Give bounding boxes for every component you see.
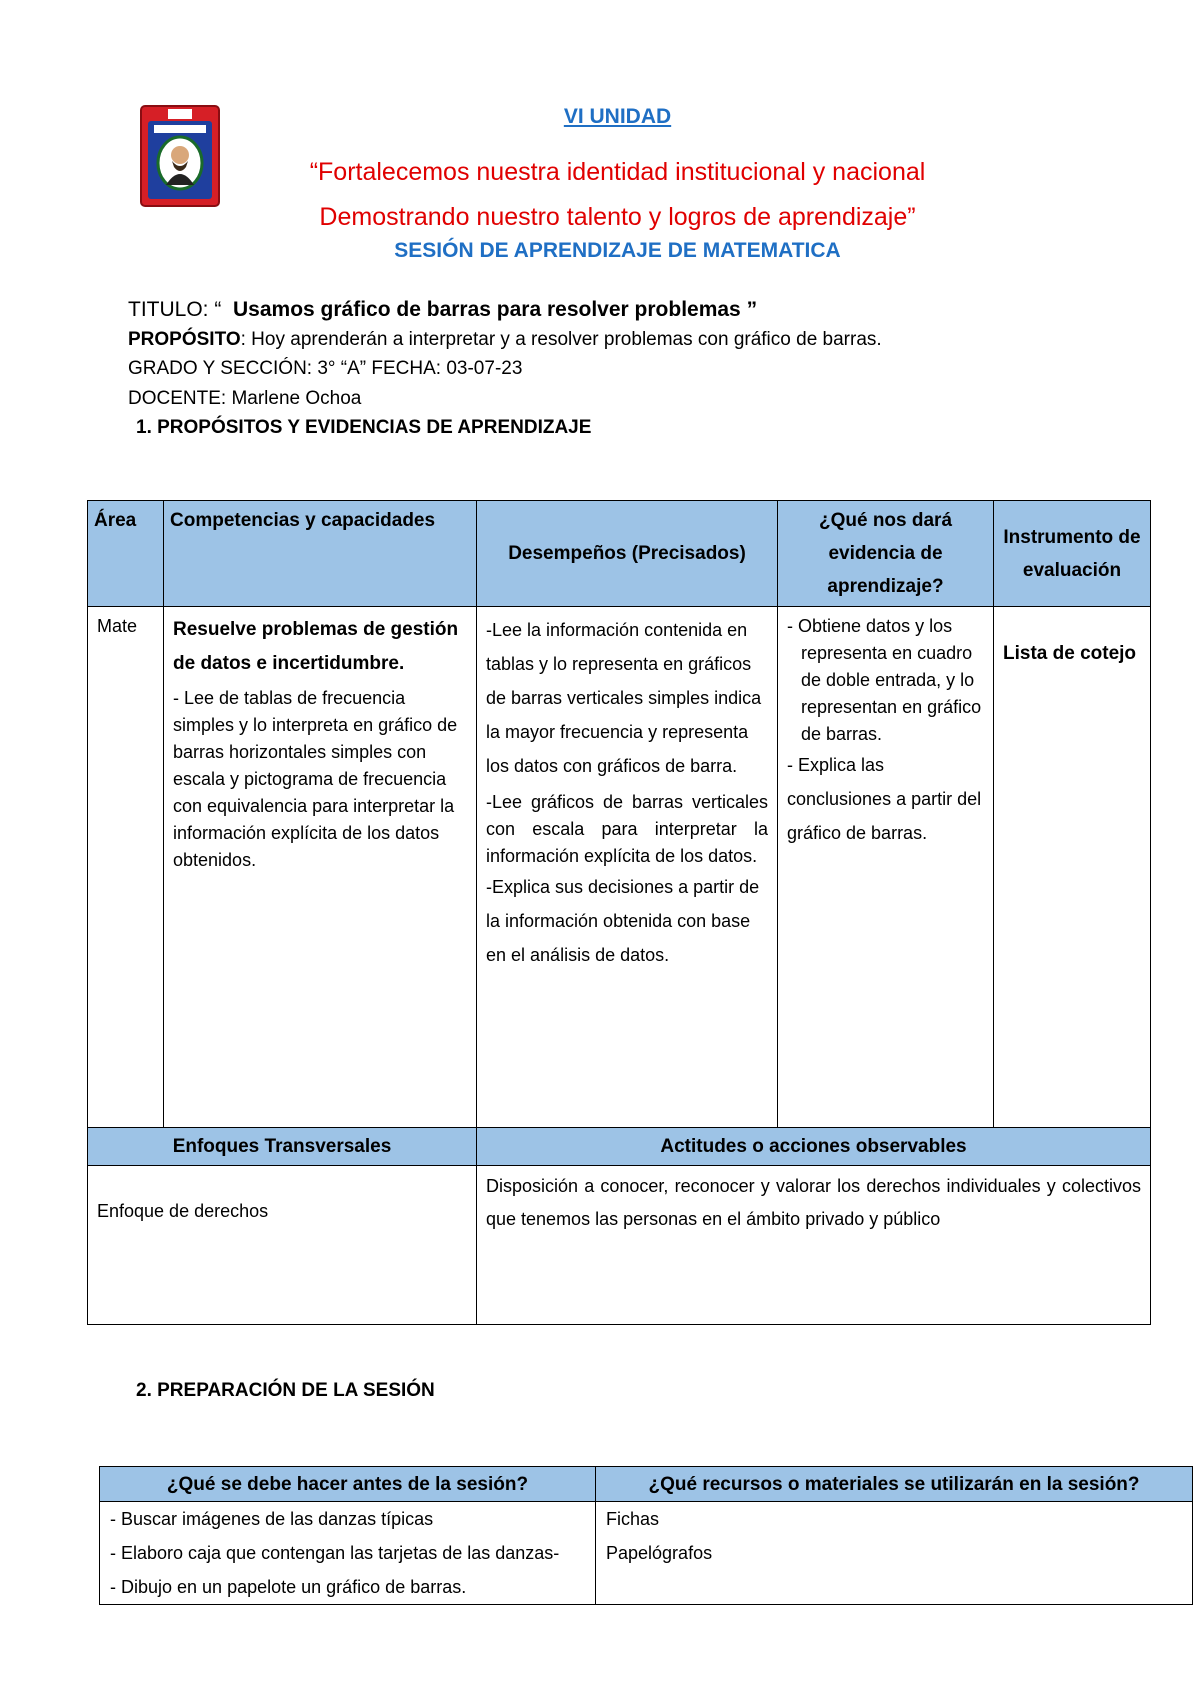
purpose-line [128, 329, 882, 351]
session-title: SESIÓN DE APRENDIZAJE DE MATEMATICA [394, 239, 841, 262]
area-cell: Mate [88, 607, 164, 1128]
header-antes: ¿Qué se debe hacer antes de la sesión? [100, 1467, 596, 1502]
grade-line: GRADO Y SECCIÓN: 3° “A” FECHA: 03-07-23 [128, 358, 523, 379]
list-item: Papelógrafos [606, 1543, 713, 1563]
desempeno-1: -Lee la información contenida en tablas y lo representa en gráficos de barras verticales simples indica la mayor frecuencia y representa los datos con gráficos de barra. [486, 620, 762, 776]
evidencia-2: - Explica las conclusiones a partir del gráfico de barras. [787, 755, 982, 843]
enfoque-value: Enfoque de derechos [97, 1201, 269, 1221]
header-recursos: ¿Qué recursos o materiales se utilizarán en la sesión? [596, 1467, 1193, 1502]
session-preparation-table [99, 1466, 1193, 1605]
title-label: TITULO: “ [128, 298, 222, 321]
instrumento-cell [994, 607, 1151, 1128]
title-value: Usamos gráfico de barras para resolver problemas ” [233, 298, 758, 321]
competencia-title: Resuelve problemas de gestión de datos e incertidumbre. [173, 619, 459, 674]
header-area: Área [88, 501, 164, 607]
table-header-row [100, 1467, 1193, 1502]
list-item: - Elaboro caja que contengan las tarjetas de las danzas- [110, 1543, 560, 1563]
desempenos-cell [477, 607, 778, 1128]
header-instrumento: Instrumento de evaluación [994, 501, 1151, 607]
desempeno-3: -Explica sus decisiones a partir de la información obtenida con base en el análisis de datos. [486, 877, 760, 965]
evidencia-cell [778, 607, 994, 1128]
enfoque-cell [88, 1166, 477, 1325]
instrumento-value: Lista de cotejo [1003, 643, 1137, 664]
learning-evidence-table [87, 500, 1151, 1325]
table-row [88, 607, 1151, 1128]
competencia-text: - Lee de tablas de frecuencia simples y lo interpreta en gráfico de barras horizontales simples con escala y pictograma de frecuencia con equivalencia para interpretar la información explícita de los datos obtenidos. [173, 688, 458, 870]
header-desempenos: Desempeños (Precisados) [477, 501, 778, 607]
table-row [88, 1166, 1151, 1325]
desempeno-2: -Lee gráficos de barras verticales con escala para interpretar la información explícita de los datos. [486, 792, 768, 866]
title-line [128, 299, 757, 321]
actitud-cell: Disposición a conocer, reconocer y valorar los derechos individuales y colectivos que tenemos las personas en el ámbito privado y público [477, 1166, 1151, 1325]
header-evidencia: ¿Qué nos dará evidencia de aprendizaje? [778, 501, 994, 607]
table-row [100, 1502, 1193, 1605]
recursos-cell [596, 1502, 1193, 1605]
header-enfoques: Enfoques Transversales [88, 1128, 477, 1166]
antes-cell [100, 1502, 596, 1605]
teacher-line: DOCENTE: Marlene Ochoa [128, 388, 362, 409]
competencia-cell [164, 607, 477, 1128]
motto-line-1: “Fortalecemos nuestra identidad institucional y nacional [309, 158, 926, 186]
list-item: - Buscar imágenes de las danzas típicas [110, 1509, 434, 1529]
header-competencias: Competencias y capacidades [164, 501, 477, 607]
motto-line-2: Demostrando nuestro talento y logros de aprendizaje” [319, 203, 916, 231]
purpose-label: PROPÓSITO [128, 329, 241, 350]
list-item: Fichas [606, 1509, 660, 1529]
purpose-value: : Hoy aprenderán a interpretar y a resolver problemas con gráfico de barras. [240, 329, 882, 350]
evidencia-1: - Obtiene datos y los representa en cuadro de doble entrada, y lo representan en gráfico de barras. [787, 616, 982, 744]
section-2-heading: 2. PREPARACIÓN DE LA SESIÓN [136, 1380, 435, 1401]
header-actitudes: Actitudes o acciones observables [477, 1128, 1151, 1166]
section-1-heading: 1. PROPÓSITOS Y EVIDENCIAS DE APRENDIZAJE [136, 417, 592, 438]
table-header-row [88, 501, 1151, 607]
enfoques-header-row [88, 1128, 1151, 1166]
unit-heading: VI UNIDAD [563, 105, 672, 128]
list-item: - Dibujo en un papelote un gráfico de barras. [110, 1577, 467, 1597]
